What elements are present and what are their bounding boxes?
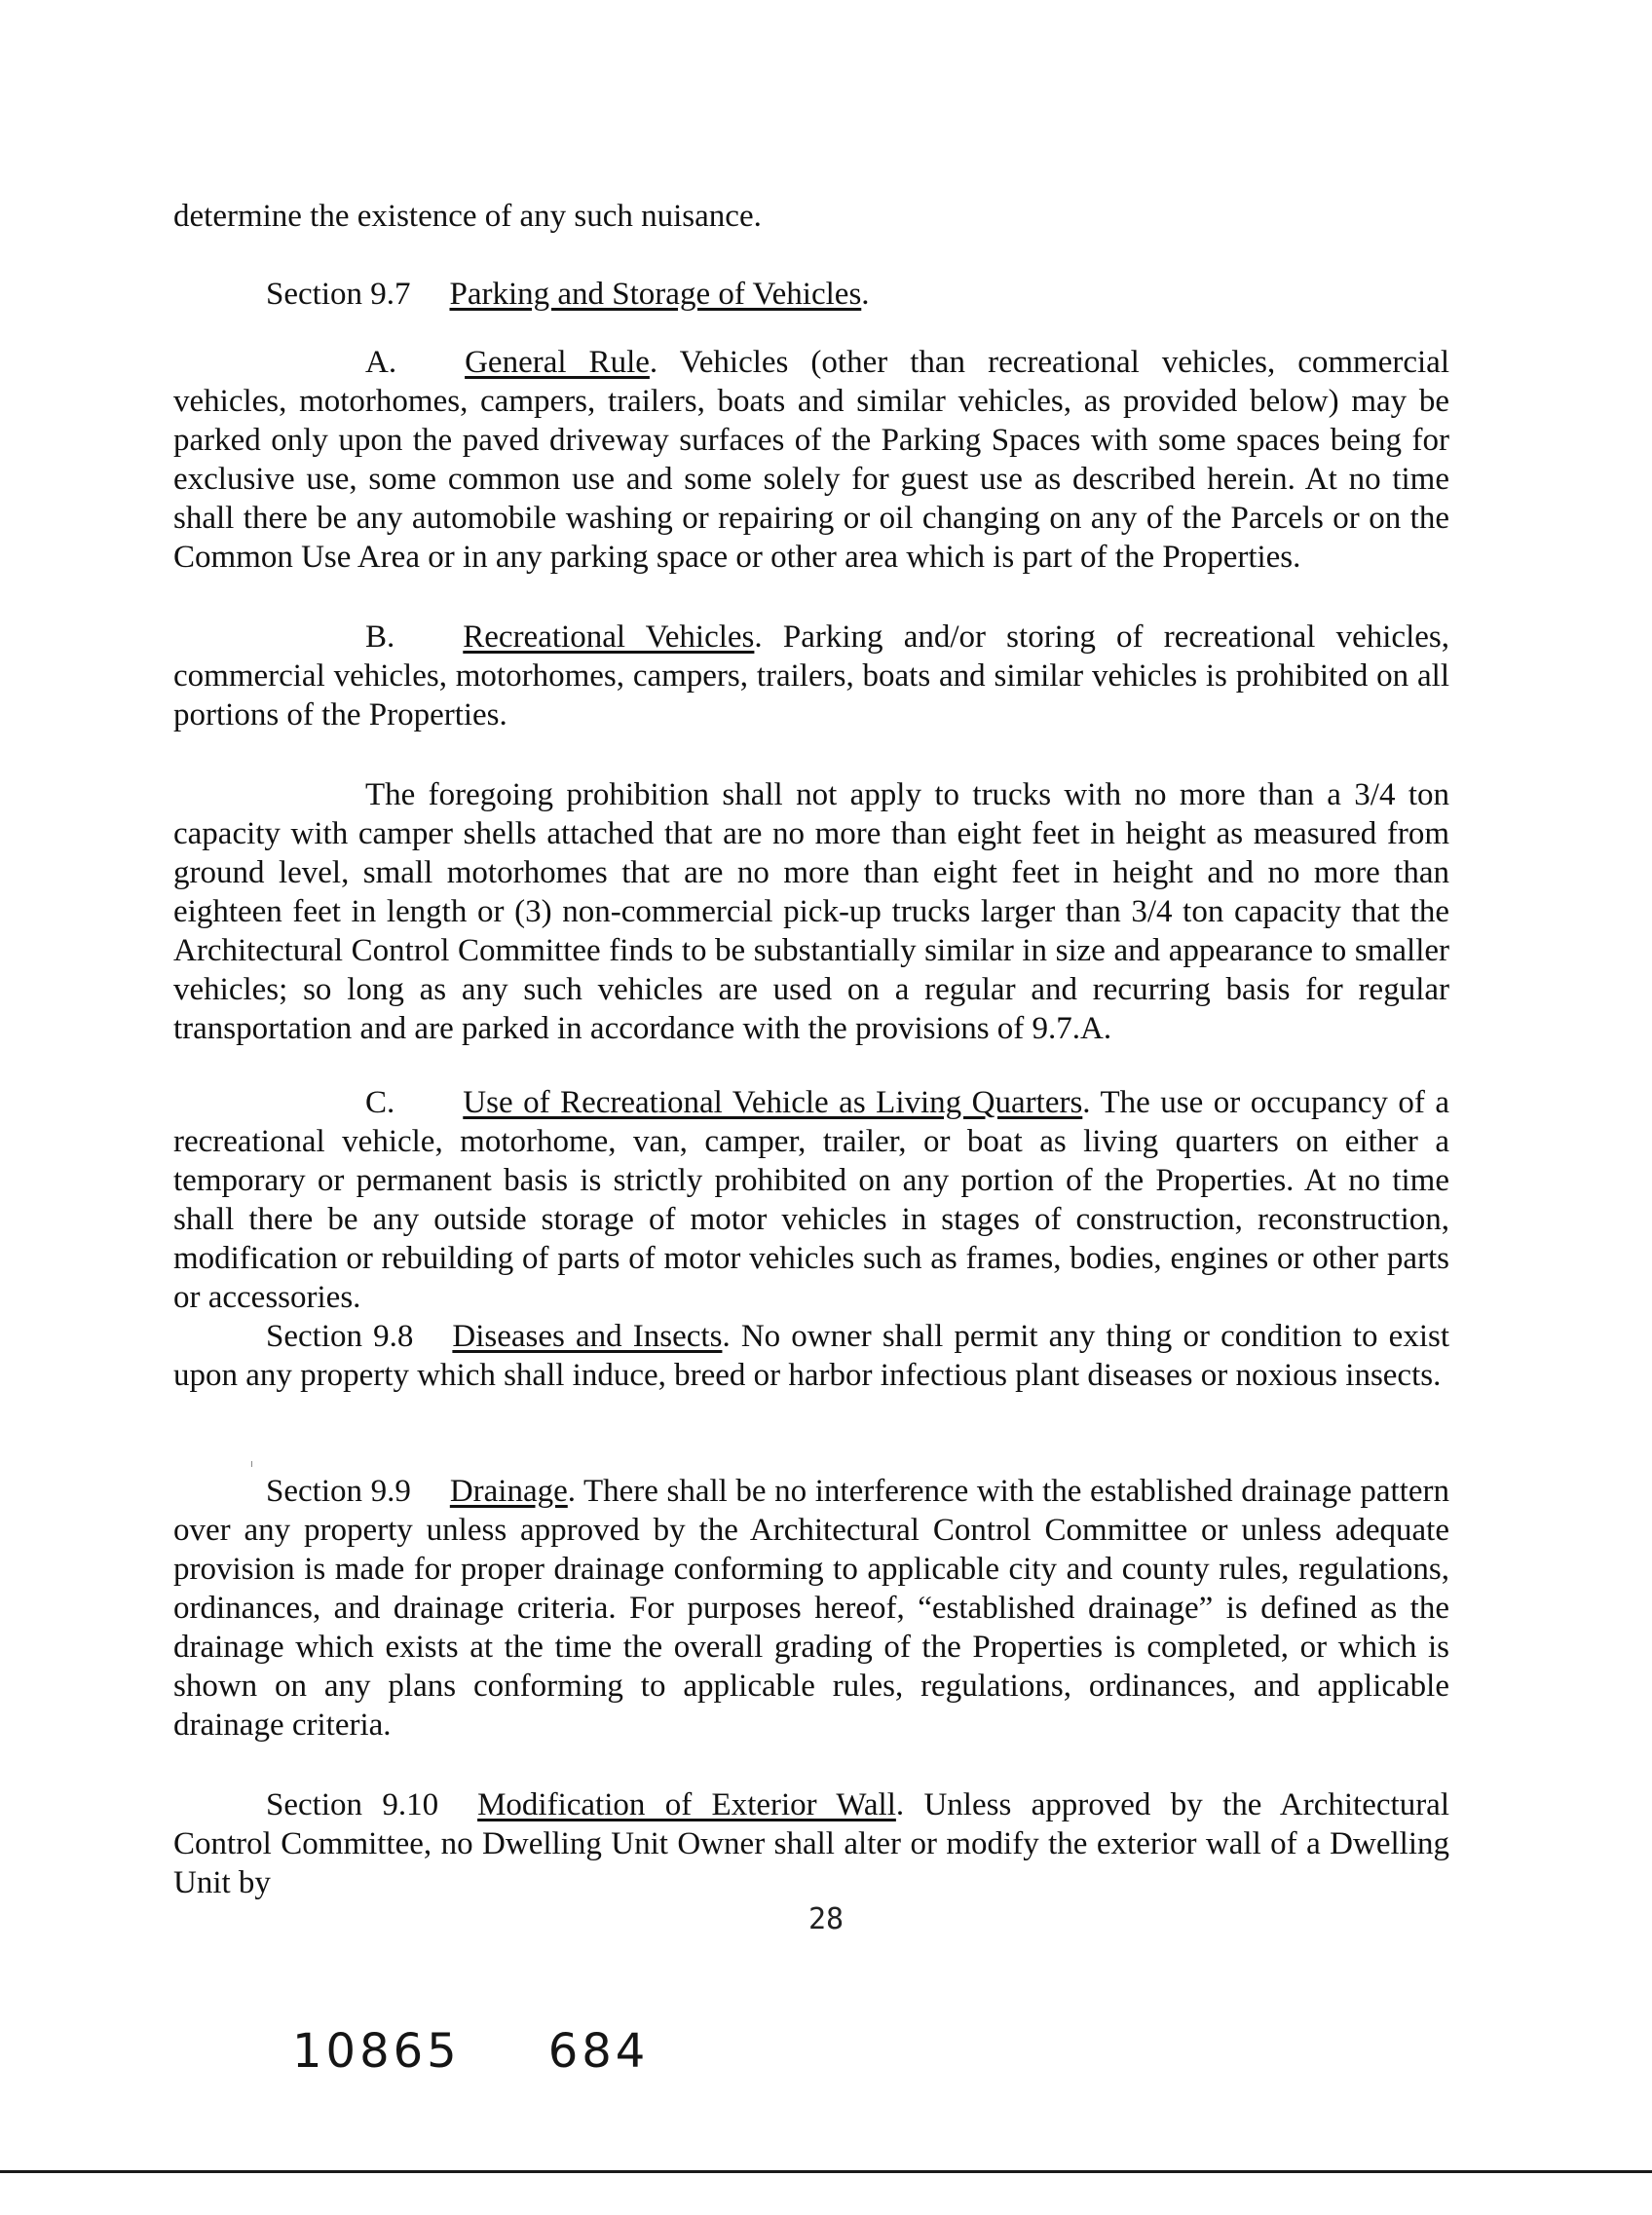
subsection-body: . The use or occupancy of a recreational vehicle, motorhome, van, camper, trailer, or boat as living quarters on either a temporary or permanent basis is strictly prohibited on any portion of the Properties. At no time shall there be any outside storage of motor vehicles in stages of construction, reconstruction, modification or rebuilding of parts of motor vehicles such as frames, bodies, engines or other parts or accessories. xyxy=(173,1085,1449,1315)
section-body: . Unless approved by the Architectural Control Committee, no Dwelling Unit Owner shall alter or modify the exterior wall of a Dwelling Unit by xyxy=(173,1787,1449,1900)
section-9-8 xyxy=(173,1317,1449,1395)
page-number: 28 xyxy=(807,1902,845,1936)
stamp-page-number: 684 xyxy=(547,2024,650,2079)
section-number: Section 9.9 xyxy=(266,1474,411,1509)
recording-stamp xyxy=(292,2024,649,2079)
section-title: Modification of Exterior Wall xyxy=(477,1787,896,1822)
section-9-7-heading xyxy=(173,275,1449,314)
section-9-9 xyxy=(173,1472,1449,1745)
subsection-letter: B. xyxy=(365,619,395,655)
subsection-title: Recreational Vehicles xyxy=(463,619,755,655)
subsection-letter: C. xyxy=(365,1085,395,1120)
intro-text: determine the existence of any such nuisance. xyxy=(173,199,762,234)
section-9-10 xyxy=(173,1785,1449,1902)
section-9-7-c xyxy=(173,1083,1449,1317)
subsection-letter: A. xyxy=(365,345,397,380)
stamp-book-number: 10865 xyxy=(292,2024,461,2079)
section-body: . No owner shall permit any thing or condition to exist upon any property which shall induce, breed or harbor infectious plant diseases or noxious insects. xyxy=(173,1319,1450,1393)
section-9-7-b xyxy=(173,618,1449,734)
subsection-body-2: The foregoing prohibition shall not apply to trucks with no more than a 3/4 ton capacity with camper shells attached that are no more than eight feet in height as measured from ground level, small motorhomes that are no more than eight feet in height and no more than eighteen feet in length or (3) non-commercial pick-up trucks larger than 3/4 ton capacity that the Architectural Control Committee finds to be substantially similar in size and appearance to smaller vehicles; so long as any such vehicles are used on a regular and recurring basis for regular transportation and are parked in accordance with the provisions of 9.7.A. xyxy=(173,777,1449,1046)
section-9-7-b-continuation xyxy=(173,775,1449,1048)
intro-line xyxy=(173,197,1449,236)
scan-speck xyxy=(251,1461,252,1467)
section-title: Parking and Storage of Vehicles xyxy=(449,277,862,312)
section-number: Section 9.8 xyxy=(266,1319,414,1354)
subsection-title: General Rule xyxy=(465,345,650,380)
subsection-body: . Vehicles (other than recreational vehicles, commercial vehicles, motorhomes, campers, trailers, boats and similar vehicles, as provided below) may be parked only upon the paved driveway surfaces of the Parking Spaces with some spaces being for exclusive use, some common use and some solely for guest use as described herein. At no time shall there be any automobile washing or repairing or oil changing on any of the Parcels or on the Common Use Area or in any parking space or other area which is part of the Properties. xyxy=(173,345,1449,575)
section-9-7-a xyxy=(173,343,1449,577)
bottom-rule xyxy=(0,2170,1652,2173)
section-body: . There shall be no interference with the established drainage pattern over any property unless approved by the Architectural Control Committee or unless adequate provision is made for proper drainage conforming to applicable city and county rules, regulations, ordinances, and drainage criteria. For purposes hereof, “established drainage” is defined as the drainage which exists at the time the overall grading of the Properties is completed, or which is shown on any plans conforming to applicable rules, regulations, ordinances, and applicable drainage criteria. xyxy=(173,1474,1450,1743)
section-number: Section 9.10 xyxy=(266,1787,439,1822)
subsection-body: . Parking and/or storing of recreational vehicles, commercial vehicles, motorhomes, campers, trailers, boats and similar vehicles is prohibited on all portions of the Properties. xyxy=(173,619,1449,732)
section-number: Section 9.7 xyxy=(266,277,411,312)
subsection-title: Use of Recreational Vehicle as Living Quarters xyxy=(463,1085,1083,1120)
section-title-punct: . xyxy=(861,277,870,312)
section-title: Drainage xyxy=(449,1474,568,1509)
section-title: Diseases and Insects xyxy=(452,1319,723,1354)
